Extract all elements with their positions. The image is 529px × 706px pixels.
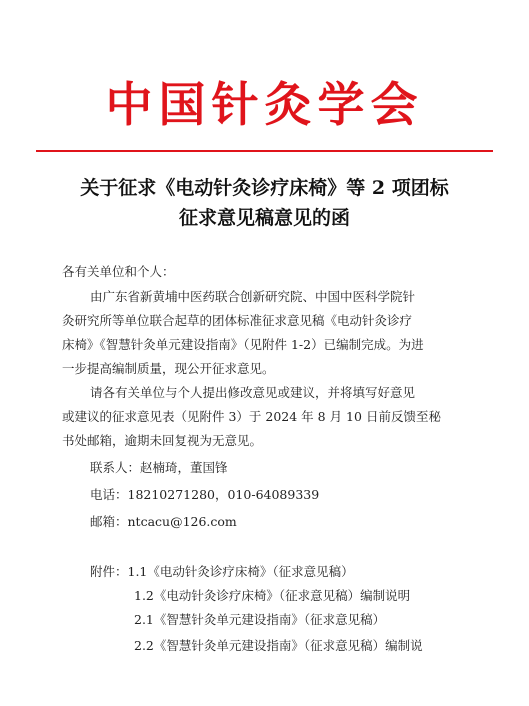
attachment-item: 2.1《智慧针灸单元建设指南》（征求意见稿） bbox=[134, 612, 386, 627]
header-divider bbox=[36, 150, 493, 152]
letter-title-line-2: 征求意见稿意见的函 bbox=[178, 207, 350, 229]
paragraph-1-line: 一步提高编制质量，现公开征求意见。 bbox=[62, 361, 275, 376]
letter-title-line-1: 关于征求《电动针灸诊疗床椅》等 2 项团标 bbox=[80, 177, 449, 199]
paragraph-2-line: 请各有关单位与个人提出修改意见或建议，并将填写好意见 bbox=[90, 385, 416, 400]
contact-phone: 电话：18210271280，010-64089339 bbox=[90, 487, 320, 502]
attachment-item: 1.2《电动针灸诊疗床椅》（征求意见稿）编制说明 bbox=[134, 588, 411, 603]
attachment-item: 2.2《智慧针灸单元建设指南》（征求意见稿）编制说 bbox=[134, 638, 423, 653]
paragraph-1-line: 灸研究所等单位联合起草的团体标准征求意见稿《电动针灸诊疗 bbox=[62, 313, 413, 328]
paragraph-1-line: 由广东省新黄埔中医药联合创新研究院、中国中医科学院针 bbox=[90, 289, 416, 304]
attachment-item: 附件：1.1《电动针灸诊疗床椅》（征求意见稿） bbox=[90, 564, 354, 579]
paragraph-1-line: 床椅》《智慧针灸单元建设指南》（见附件 1-2）已编制完成。为进 bbox=[62, 337, 424, 352]
paragraph-2-line: 书处邮箱，逾期未回复视为无意见。 bbox=[62, 433, 263, 448]
contact-email: 邮箱：ntcacu@126.com bbox=[90, 514, 237, 529]
paragraph-2-line: 或建议的征求意见表（见附件 3）于 2024 年 8 月 10 日前反馈至秘 bbox=[62, 409, 441, 424]
issuer-name: 中国针灸学会 bbox=[105, 78, 424, 133]
salutation: 各有关单位和个人： bbox=[62, 264, 175, 279]
contact-persons: 联系人：赵楠琦，董国锋 bbox=[90, 460, 228, 475]
